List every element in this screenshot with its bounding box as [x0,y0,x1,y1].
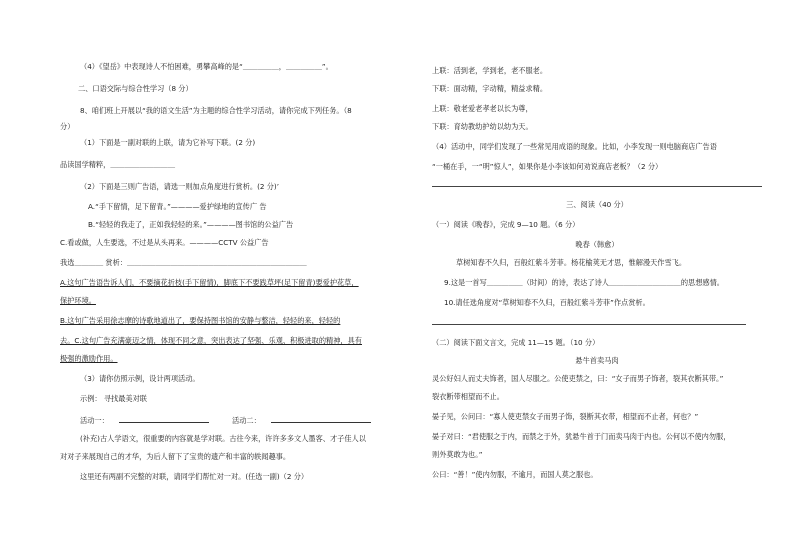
couplet-2-lower: 下联：育幼教幼护幼以幼为天。 [432,122,533,131]
question-8-1: （1）下面是一副对联的上联，请为它补写下联。(2 分) [80,138,256,147]
question-8-3: （3）请你仿照示例，设计两项活动。 [80,374,200,383]
question-4: （4）《望岳》中表现诗人不怕困难，勇攀高峰的是“＿＿＿＿＿，＿＿＿＿＿”。 [80,62,333,71]
story-para-6: 公曰：“善！”使内勿服，不逾月，而国人莫之服也。 [432,470,598,479]
story-para-2: 裂衣断带相望而不止。 [432,392,504,401]
activity-example: 示例： 寻找最美对联 [80,394,147,403]
answer-a-line-1: A.这句广告语告诉人们，不要摘花折枝(手下留情)，脚底下不要践草坪(足下留青)要爱护花草， [60,278,359,287]
activity-1 [80,414,209,426]
story-para-5: 则外莫敢为也。” [432,450,483,459]
ad-option-b: B.“轻轻的我走了，正如我轻轻的来。”————图书馆的公益广告 [88,220,294,229]
answer-b-line-1: B.这句广告采用徐志摩的诗歌地道出了，要保持图书馆的安静与整洁，轻轻的来，轻轻的 [60,316,341,325]
couplet-1-lower: 下联：面动精，字动精，精益求精。 [432,84,548,93]
question-8-4-line-1: （4）活动中，同学们发现了一些常见用成语的现象。比如，小李发现一则电脑商店广告语 [432,142,717,151]
question-8-4-line-2: “一桶在手，一“明”惊人”，如果你是小李该如何劝说商店老板？（2 分） [432,162,663,171]
story-para-4: 晏子对曰：“君使服之于内，而禁之于外，犹悬牛首于门而卖马肉于内也。公何以不使内勿服， [432,432,731,441]
answer-line-8-4[interactable] [432,186,762,187]
question-8-2: （2）下面是三则广告语，请选一则加点角度进行赏析。(2 分)’ [80,182,280,191]
story-para-3: 晏子见，公问曰：“寡人使吏禁女子而男子饰，裂断其衣带，相望而不止者，何也？” [432,412,699,421]
couplet-2-upper: 上联：敬老爱老孝老以长为尊， [432,104,533,113]
couplet-1-upper: 上联：活到老，学到老，老不服老。 [432,66,548,75]
activity-2-label: 活动二： [232,416,261,425]
activity-1-label: 活动一： [80,416,109,425]
story-title: 悬牛首卖马肉 [575,356,619,365]
reading-2-intro: （二）阅读下面文言文，完成 11—15 题。（10 分） [432,338,600,347]
ad-option-c: C.看或做，人生要选，不过是从头再来。————CCTV 公益广告 [60,238,269,247]
activity-2-blank[interactable] [271,414,371,423]
couplet-prompt: 品读国学精粹，＿＿＿＿＿＿＿＿＿ [60,160,176,169]
answer-a-line-2: 保护环境。 [60,296,96,305]
activity-1-blank[interactable] [119,414,209,423]
activity-2 [232,414,371,426]
ad-option-a: A.“手下留情，足下留青。”————爱护绿地的宣传广 告 [88,202,267,211]
supplement-line-1: (补充)古人学语文，很重要的内容就是学对联。古往今来，许许多多文人墨客、才子佳人以 [80,434,366,443]
reading-1-intro: （一）阅读《晚春》，完成 9—10 题。（6 分） [432,220,580,229]
answer-line-10[interactable] [432,324,746,325]
section-3-title: 三、阅读（40 分） [566,200,628,209]
poem-title: 晚春（韩愈） [575,240,619,249]
question-8-intro-score: 分） [60,122,75,131]
question-8-intro: 8、咱们班上开展以“我的语文生活”为主题的综合性学习活动，请你完成下列任务。（8 [80,106,352,115]
section-2-title: 二、口语交际与综合性学习（8 分） [78,84,193,93]
question-9: 9.这是一首写＿＿＿＿＿（时间）的诗，表达了诗人＿＿＿＿＿＿＿＿＿＿的思想感情。 [444,278,724,287]
story-para-1: 灵公好妇人而丈夫饰者，国人尽服之。公使吏禁之，曰：“女子而男子饰者，裂其衣断其带。” [432,374,724,383]
supplement-line-2: 对对子来展现自己的才华，为后人留下了宝贵的遗产和丰富的轶闻趣事。 [60,452,291,461]
answer-b-line-2: 去。C.这句广告充满豪迈之情，体现不同之意，突出表达了坚强、乐观、积极进取的精神，具有 [60,336,362,345]
poem-text: 草树知春不久归，百般红紫斗芳菲。杨花榆荚无才思，惟解漫天作雪飞。 [456,258,687,267]
answer-b-line-3: 极强的激励作用。 [60,354,118,363]
choose-and-appreciate: 我选＿＿＿＿ 赏析：＿＿＿＿＿＿＿＿＿＿＿＿＿＿＿＿＿＿＿＿＿＿＿＿＿ [60,258,307,267]
supplement-line-3: 这里还有两副不完整的对联，请同学们帮忙对一对。(任选一副)（2 分） [80,472,309,481]
question-10: 10.请任选角度对“草树知春不久归，百般红紫斗芳菲”作点赏析。 [444,298,650,307]
